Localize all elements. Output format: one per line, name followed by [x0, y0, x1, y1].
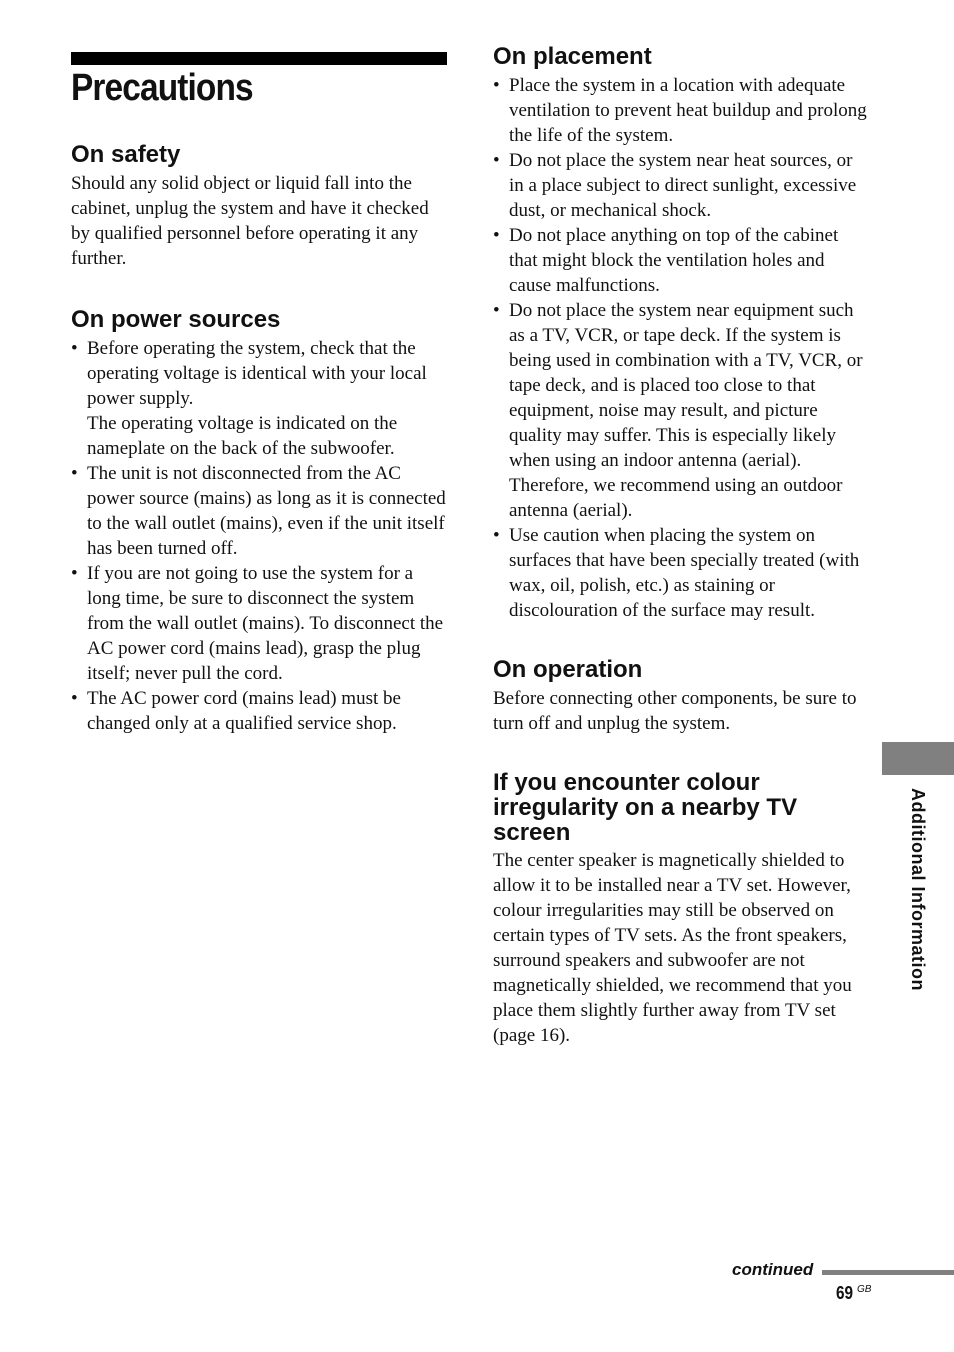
list-item-text: Place the system in a location with adequate ventilation to prevent heat buildup and prolong the life of the system.: [509, 75, 867, 146]
section-heading: On power sources: [71, 306, 281, 333]
bullet-marker: •: [493, 75, 500, 96]
section-heading: On safety: [71, 141, 181, 168]
chapter-tab: [882, 742, 954, 775]
list-item: [493, 298, 868, 523]
list-item: [71, 336, 449, 461]
section-heading: On operation: [493, 656, 643, 683]
continued-label: continued: [732, 1260, 814, 1279]
page-title: Precautions: [71, 67, 253, 109]
list-item: [71, 461, 449, 561]
right-column: [493, 44, 868, 1048]
section-body: Before connecting other components, be sure to turn off and unplug the system.: [493, 688, 857, 734]
list-item: [71, 686, 449, 736]
list-item-text: The AC power cord (mains lead) must be changed only at a qualified service shop.: [87, 688, 401, 734]
bullet-marker: •: [71, 463, 78, 484]
list-item-text: Use caution when placing the system on surfaces that have been specially treated (with wax, oil, polish, etc.) as staining or discolouration of the surface may result.: [509, 525, 860, 621]
bullet-marker: •: [493, 225, 500, 246]
left-column: [71, 142, 449, 736]
list-item: [493, 223, 868, 298]
list-item-text: Do not place anything on top of the cabinet that might block the ventilation holes and cause malfunctions.: [509, 225, 839, 296]
bullet-list: [71, 336, 449, 736]
continued-rule: [822, 1270, 954, 1275]
list-item: [493, 148, 868, 223]
list-item-text: If you are not going to use the system for a long time, be sure to disconnect the system from the wall outlet (mains). To disconnect the AC power cord (mains lead), grasp the plug itself; never pull the cord.: [87, 563, 444, 684]
bullet-marker: •: [493, 150, 500, 171]
section-on-power-sources: [71, 307, 449, 736]
section-heading: On placement: [493, 43, 652, 70]
list-item-note: The operating voltage is indicated on the nameplate on the back of the subwoofer.: [87, 413, 398, 459]
list-item-text: Do not place the system near equipment such as a TV, VCR, or tape deck. If the system is being used in combination with a TV, VCR, or tape deck, and is placed too close to that equipment, noise may result, and picture quality may suffer. This is especially likely when using an indoor antenna (aerial). Therefore, we recommend using an outdoor antenna (aerial).: [509, 300, 863, 521]
section-on-safety: [71, 142, 449, 271]
bullet-marker: •: [71, 688, 78, 709]
section-body: Should any solid object or liquid fall into the cabinet, unplug the system and have it checked by qualified personnel before operating it any further.: [71, 173, 429, 269]
section-on-placement: [493, 44, 868, 623]
list-item-text: The unit is not disconnected from the AC power source (mains) as long as it is connected to the wall outlet (mains), even if the unit itself has been turned off.: [87, 463, 446, 559]
bullet-marker: •: [493, 300, 500, 321]
list-item-text: Do not place the system near heat sources, or in a place subject to direct sunlight, excessive dust, or mechanical shock.: [509, 150, 857, 221]
bullet-marker: •: [493, 525, 500, 546]
bullet-marker: •: [71, 338, 78, 359]
chapter-tab-label: Additional Information: [908, 788, 928, 991]
section-heading: If you encounter colour irregularity on a nearby TV screen: [493, 769, 798, 846]
page-number-suffix: GB: [857, 1284, 872, 1295]
list-item: [71, 561, 449, 686]
list-item: [493, 73, 868, 148]
bullet-list: [493, 73, 868, 623]
section-colour-irregularity: [493, 770, 868, 1048]
page-number: 69: [836, 1283, 854, 1303]
section-body: The center speaker is magnetically shielded to allow it to be installed near a TV set. However, colour irregularities may still be observed on certain types of TV sets. As the front speakers, surround speakers and subwoofer are not magnetically shielded, we recommend that you place them slightly further away from TV set (page 16).: [493, 850, 852, 1046]
list-item: [493, 523, 868, 623]
section-on-operation: [493, 657, 868, 736]
list-item-text: Before operating the system, check that the operating voltage is identical with your local power supply.: [87, 338, 427, 409]
bullet-marker: •: [71, 563, 78, 584]
